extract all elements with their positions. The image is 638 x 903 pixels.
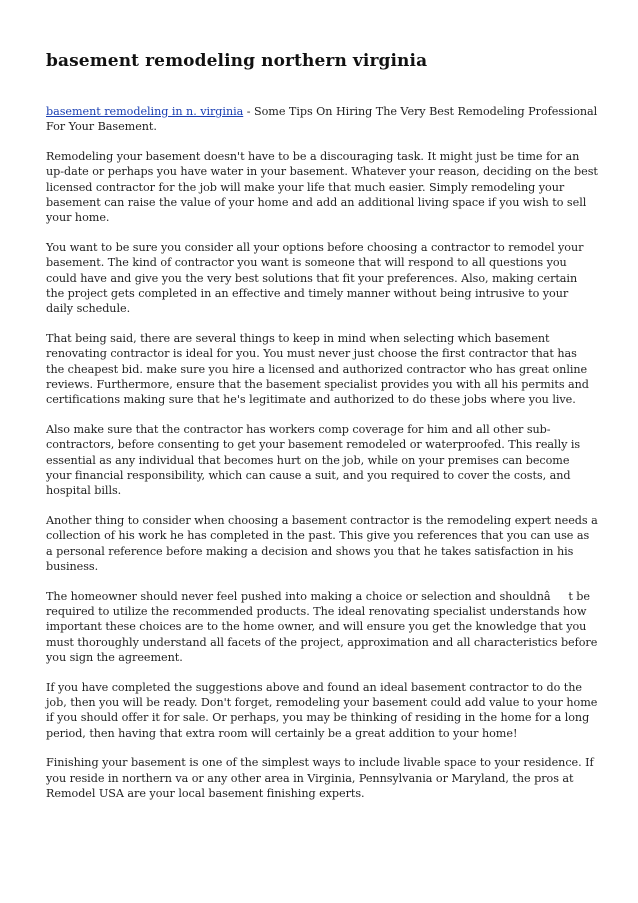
document-page	[46, 50, 598, 816]
body-paragraph-7: If you have completed the suggestions above and found an ideal basement contractor to do the job, then you will be ready. Don't forget, remodeling your basement could add value to your home if you should offer it for sale. Or perhaps, you may be thinking of residing in the home for a long period, then having that extra room will certainly be a great addition to your home!	[46, 680, 598, 740]
basement-remodeling-link[interactable]: basement remodeling in n. virginia	[46, 105, 244, 118]
body-paragraph-2: You want to be sure you consider all your options before choosing a contractor to remodel your basement. The kind of contractor you want is someone that will respond to all questions you could have and give you the very best solutions that fit your preferences. Also, making certain the project gets completed in an effective and timely manner without being intrusive to your daily schedule.	[46, 241, 584, 316]
body-paragraph-5: Another thing to consider when choosing a basement contractor is the remodeling expert needs a collection of his work he has completed in the past. This give you references that you can use as a personal reference before making a decision and shows you that he takes satisfaction in his business.	[46, 514, 598, 573]
intro-text: - Some Tips On Hiring The Very Best Remodeling Professional For Your Basement.	[46, 105, 598, 134]
body-paragraph-1: Remodeling your basement doesn't have to be a discouraging task. It might just be time for an up-date or perhaps you have water in your basement. Whatever your reason, deciding on the best licensed contractor for the job will make your life that much easier. Simply remodeling your basement can raise the value of your home and add an additional living space if you wish to sell your home.	[46, 150, 598, 225]
body-paragraph-3: That being said, there are several things to keep in mind when selecting which basement renovating contractor is ideal for you. You must never just choose the first contractor that has the cheapest bid. make sure you hire a licensed and authorized contractor who has great online reviews. Furthermore, ensure that the basement specialist provides you with all his permits and certifications making sure that he's legitimate and authorized to do these jobs where you live.	[46, 332, 589, 407]
intro-paragraph	[46, 104, 598, 135]
body-paragraph-4: Also make sure that the contractor has workers comp coverage for him and all other sub-contractors, before consenting to get your basement remodeled or waterproofed. This really is essential as any individual that becomes hurt on the job, while on your premises can become your financial responsibility, which can cause a suit, and you required to cover the costs, and hospital bills.	[46, 423, 581, 498]
body-paragraph-8: Finishing your basement is one of the simplest ways to include livable space to your residence. If you reside in northern va or any other area in Virginia, Pennsylvania or Maryland, the pros at Remodel USA are your local basement finishing experts.	[46, 756, 594, 800]
page-title: basement remodeling northern virginia	[46, 51, 428, 71]
body-paragraph-6: The homeowner should never feel pushed into making a choice or selection and shouldnât be required to utilize the recommended products. The ideal renovating specialist understands how important these choices are to the home owner, and will ensure you get the knowledge that you must thoroughly understand all facets of the project, approximation and all characteristics before you sign the agreement.	[46, 589, 598, 664]
